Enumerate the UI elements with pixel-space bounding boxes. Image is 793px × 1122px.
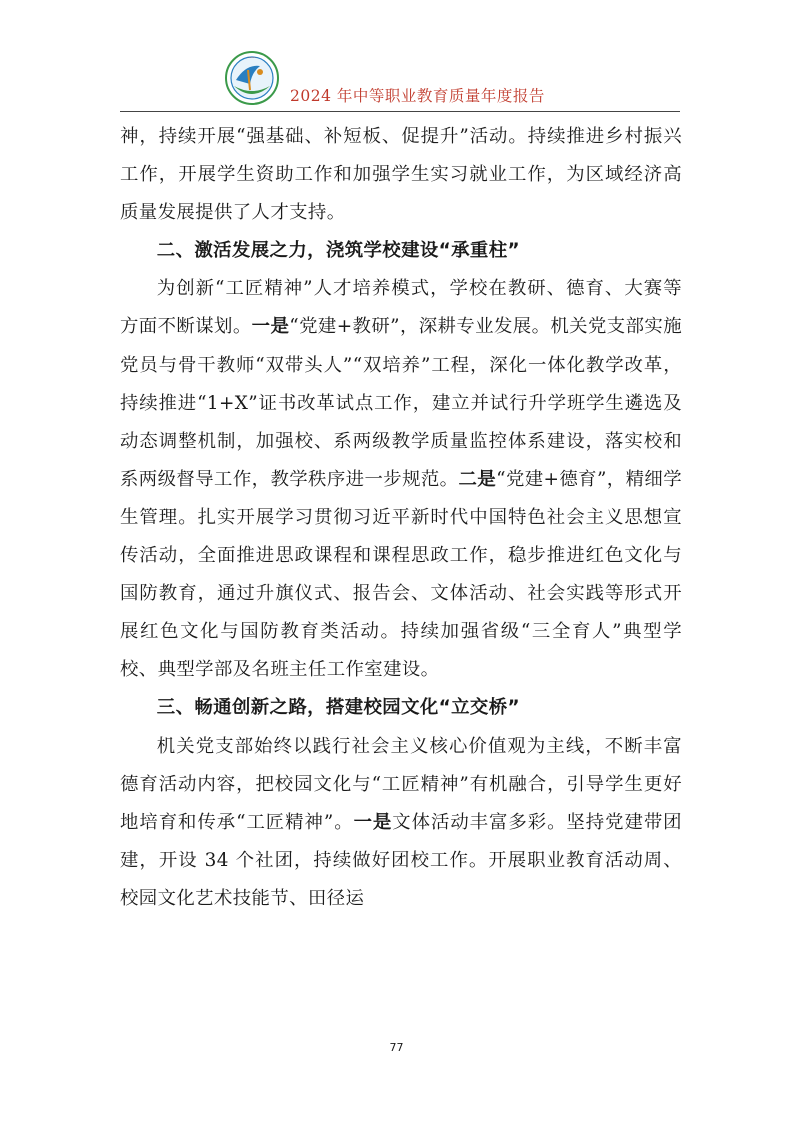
section-heading-3: 三、畅通创新之路，搭建校园文化“立交桥” <box>156 697 521 719</box>
paragraph-part-second: “党建+德育”，精细学生管理。扎实开展学习贯彻习近平新时代中国特色社会主义思想宣传活动，全面推进思政课程和课程思政工作，稳步推进红色文化与国防教育，通过升旗仪式、报告会、文体活动、社会实践等形式开展红色文化与国防教育类活动。持续加强省级“三全育人”典型学校、典型学部及名班主任工作室建设。 <box>120 468 683 681</box>
page-header <box>120 46 680 110</box>
paragraph-part-first: “党建+教研”，深耕专业发展。机关党支部实施党员与骨干教师“双带头人”“双培养”工程，深化一体化教学改革，持续推进“1+X”证书改革试点工作，建立并试行升学班学生遴选及动态调整机制，加强校、系两级教学质量监控体系建设，落实校和系两级督导工作，教学秩序进一步规范。 <box>120 316 682 490</box>
section-heading-2: 二、激活发展之力，浇筑学校建设“承重柱” <box>156 240 521 262</box>
paragraph-intro: 为创新“工匠精神”人才培养模式，学校在教研、德育、大赛等方面不断谋划。 <box>120 278 682 338</box>
lead-phrase-first: 一是 <box>251 316 290 338</box>
header-divider <box>120 111 680 112</box>
report-title: 2024 年中等职业教育质量年度报告 <box>290 87 545 105</box>
paragraph-part-first: 文体活动丰富多彩。坚持党建带团建，开设 34 个社团，持续做好团校工作。开展职业教育活动周、校园文化艺术技能节、田径运 <box>120 811 682 909</box>
paragraph-section-2 <box>120 270 682 689</box>
paragraph-intro: 机关党支部始终以践行社会主义核心价值观为主线，不断丰富德育活动内容，把校园文化与“工匠精神”有机融合，引导学生更好地培育和传承“工匠精神”。 <box>120 735 682 833</box>
lead-phrase-second: 二是 <box>458 468 497 490</box>
lead-phrase-first: 一是 <box>353 811 393 833</box>
paragraph-section-3 <box>120 728 682 918</box>
paragraph-continued: 神，持续开展“强基础、补短板、促提升”活动。持续推进乡村振兴工作，开展学生资助工作和加强学生实习就业工作，为区域经济高质量发展提供了人才支持。 <box>120 126 682 224</box>
document-body <box>120 118 682 918</box>
page-number: 77 <box>389 1041 404 1054</box>
svg-text:·····: ····· <box>248 55 256 61</box>
school-emblem-icon <box>224 50 280 106</box>
